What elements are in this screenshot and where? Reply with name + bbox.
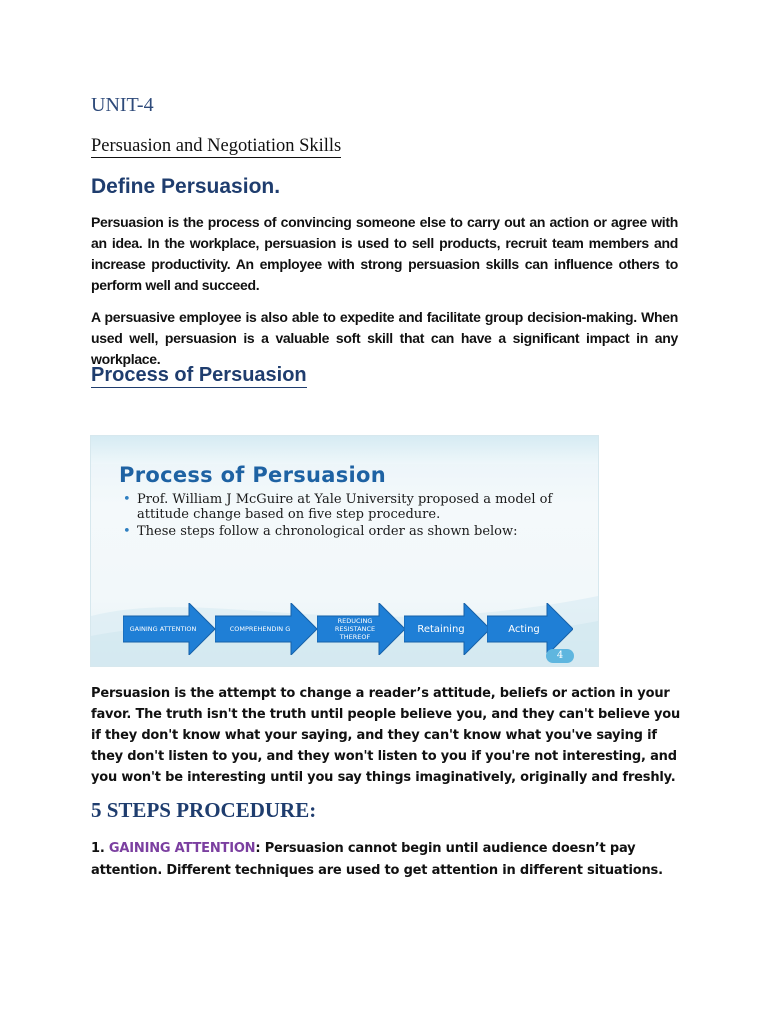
process-slide-image — [91, 436, 598, 666]
step-arrow-acting: Acting — [487, 603, 573, 655]
step-arrow-gaining-attention: GAINING ATTENTION — [123, 603, 215, 655]
define-paragraph-1: Persuasion is the process of convincing someone else to carry out an action or agree with an idea. In the workplace, persuasion is used to sell products, recruit team members and increase productivity. An employee with strong persuasion skills can influence others to perform well and succeed. — [91, 214, 678, 293]
slide-bullet: • Prof. William J McGuire at Yale University proposed a model of attitude change based on five step procedure. — [123, 492, 553, 522]
slide-title: Process of Persuasion — [119, 463, 387, 487]
step-1-title: GAINING ATTENTION — [108, 841, 256, 856]
slide-bullet: • These steps follow a chronological order as shown below: — [123, 524, 518, 539]
page-subtitle: Persuasion and Negotiation Skills — [91, 136, 342, 156]
step-arrow-comprehending: COMPREHENDIN G — [215, 603, 317, 655]
slide-page-number: 4 — [546, 649, 574, 663]
bullet-icon: • — [123, 524, 131, 539]
process-heading: Process of Persuasion — [91, 364, 307, 386]
step-arrow-reducing-resistance: REDUCING RESISTANCE THEREOF — [317, 603, 405, 655]
bullet-icon: • — [123, 492, 131, 507]
unit-label: UNIT-4 — [91, 94, 154, 116]
step-arrow-retaining: Retaining — [404, 603, 490, 655]
attempt-paragraph: Persuasion is the attempt to change a reader’s attitude, beliefs or action in your favor. The truth isn't the truth until people believe you, and they can't believe you if they don't know what your saying, and they can't know what you've saying if they don't listen to you, and they won't listen to you if you're not interesting, and you won't be interesting until you say things imaginatively, originally and freshly. — [91, 686, 681, 785]
slide-bullets — [121, 492, 581, 541]
define-paragraph-2: A persuasive employee is also able to expedite and facilitate group decision-making. When used well, persuasion is a valuable soft skill that can have a significant impact in any workplace. — [91, 309, 678, 367]
step-1-paragraph: 1. GAINING ATTENTION: Persuasion cannot begin until audience doesn’t pay attention. Different techniques are used to get attention in different situations. — [91, 841, 663, 878]
steps-heading: 5 STEPS PROCEDURE: — [91, 798, 317, 822]
define-heading: Define Persuasion. — [91, 175, 281, 198]
